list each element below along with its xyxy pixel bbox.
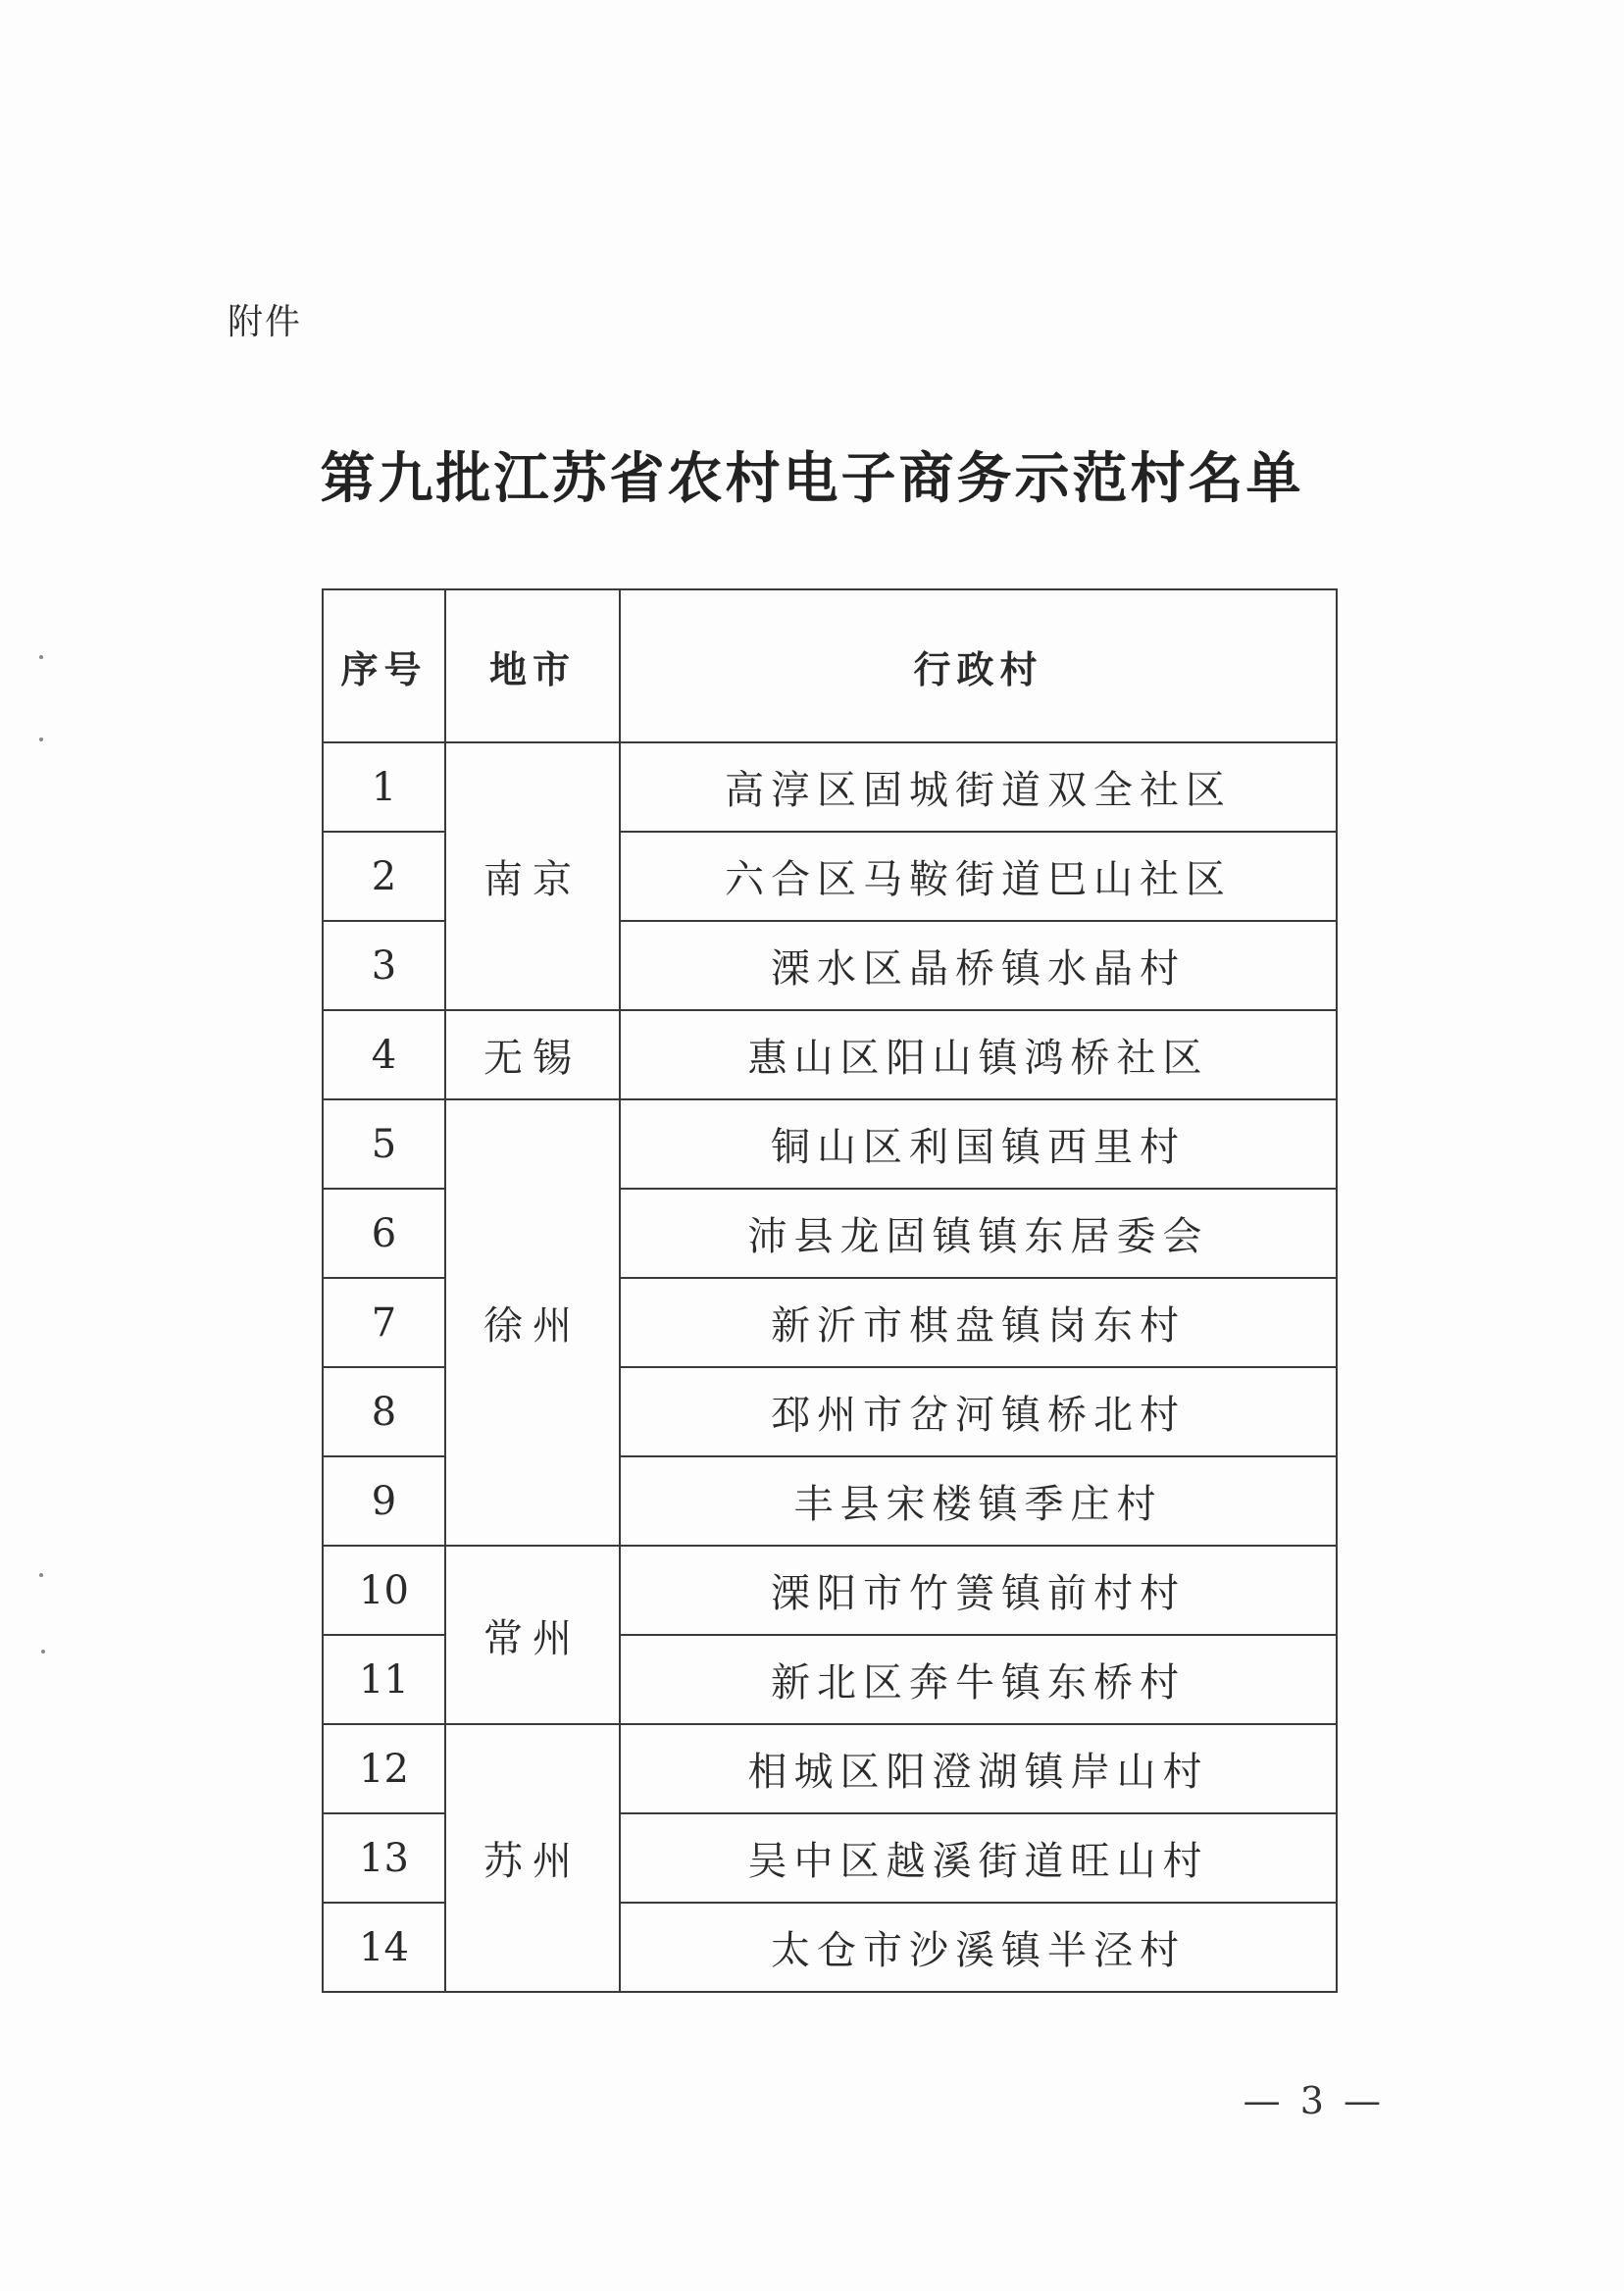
scan-speck [39,1573,43,1577]
table-row [323,1010,1337,1099]
row-village: 铜山区利国镇西里村 [620,1099,1337,1189]
row-village: 新北区奔牛镇东桥村 [620,1635,1337,1724]
row-village: 溧水区晶桥镇水晶村 [620,921,1337,1010]
header-village: 行政村 [620,589,1337,742]
row-seq: 1 [323,742,445,832]
table-row [323,1724,1337,1813]
row-village: 丰县宋楼镇季庄村 [620,1456,1337,1546]
row-village: 高淳区固城街道双全社区 [620,742,1337,832]
row-city: 南京 [445,742,620,1010]
row-seq: 5 [323,1099,445,1189]
table-row [323,1099,1337,1189]
row-village: 吴中区越溪街道旺山村 [620,1813,1337,1903]
row-village: 六合区马鞍街道巴山社区 [620,832,1337,921]
row-village: 沛县龙固镇镇东居委会 [620,1189,1337,1278]
row-seq: 8 [323,1367,445,1456]
row-seq: 6 [323,1189,445,1278]
scan-speck [39,738,43,741]
row-seq: 12 [323,1724,445,1813]
row-city: 无锡 [445,1010,620,1099]
row-city: 徐州 [445,1099,620,1546]
row-village: 相城区阳澄湖镇岸山村 [620,1724,1337,1813]
demo-village-table [322,588,1338,1993]
row-seq: 14 [323,1903,445,1992]
row-village: 邳州市岔河镇桥北村 [620,1367,1337,1456]
row-seq: 7 [323,1278,445,1367]
row-seq: 3 [323,921,445,1010]
row-seq: 10 [323,1546,445,1635]
row-village: 惠山区阳山镇鸿桥社区 [620,1010,1337,1099]
row-village: 新沂市棋盘镇岗东村 [620,1278,1337,1367]
table-header [323,589,1337,742]
row-seq: 11 [323,1635,445,1724]
row-village: 溧阳市竹箦镇前村村 [620,1546,1337,1635]
row-seq: 2 [323,832,445,921]
table-row [323,1546,1337,1635]
row-village: 太仓市沙溪镇半泾村 [620,1903,1337,1992]
header-seq: 序号 [323,589,445,742]
document-title: 第九批江苏省农村电子商务示范村名单 [320,446,1304,511]
row-seq: 9 [323,1456,445,1546]
table-body [323,742,1337,1992]
scan-speck [39,655,43,659]
attachment-label: 附件 [228,302,303,342]
row-seq: 4 [323,1010,445,1099]
scan-speck [41,1650,45,1654]
table-header-row [323,589,1337,742]
row-city: 常州 [445,1546,620,1724]
table-row [323,742,1337,832]
page-number: — 3 — [1243,2079,1385,2122]
row-city: 苏州 [445,1724,620,1992]
header-city: 地市 [445,589,620,742]
row-seq: 13 [323,1813,445,1903]
